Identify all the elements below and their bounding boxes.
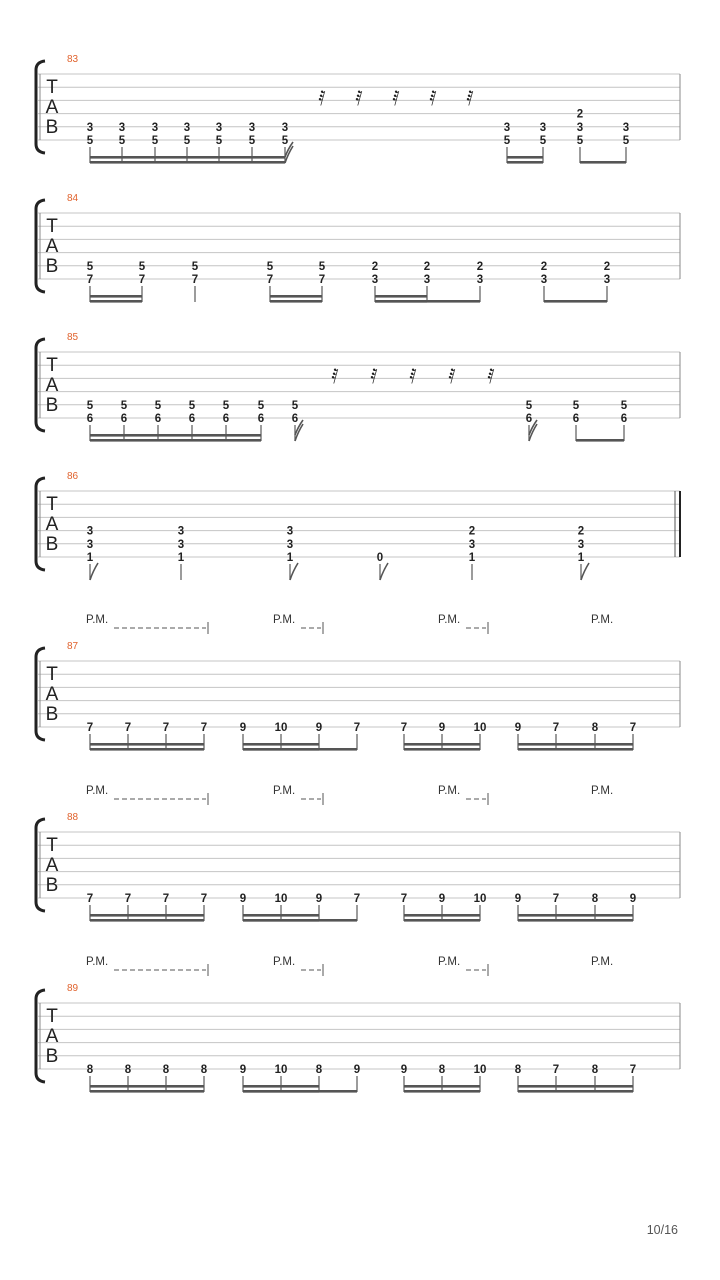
tab-system-88 (36, 785, 680, 922)
fret-number: 6 (154, 413, 162, 425)
fret-number: 7 (124, 722, 132, 734)
fret-number: 7 (629, 722, 637, 734)
fret-number: 5 (622, 135, 630, 147)
fret-number: 8 (200, 1064, 208, 1076)
fret-number: 2 (576, 108, 584, 121)
measure-number: 88 (67, 812, 79, 823)
fret-number: 7 (86, 893, 94, 905)
fret-number: 3 (576, 121, 584, 134)
note-flag (380, 563, 388, 580)
fret-number: 8 (315, 1064, 323, 1076)
fret-number: 7 (552, 722, 560, 734)
fret-number: 8 (591, 722, 599, 734)
fret-number: 7 (400, 893, 408, 905)
fret-number: 5 (120, 399, 128, 412)
fret-number: 5 (151, 135, 159, 147)
fret-number: 2 (476, 260, 484, 273)
sixteenth-rest: 𝅀 (355, 86, 363, 110)
fret-number: 7 (266, 274, 274, 286)
note-beam (576, 439, 624, 442)
fret-number: 3 (540, 274, 548, 286)
sixteenth-rest: 𝅀 (318, 86, 326, 110)
tab-clef-b: B (45, 534, 59, 555)
fret-number: 7 (552, 893, 560, 905)
fret-number: 3 (622, 121, 630, 134)
fret-number: 8 (438, 1064, 446, 1076)
note-beam (90, 914, 204, 917)
fret-number: 10 (473, 722, 487, 734)
page-number: 10/16 (646, 1223, 678, 1237)
tab-clef-t: T (46, 355, 58, 376)
tab-clef-t: T (46, 664, 58, 685)
note-beam (243, 919, 357, 922)
fret-number: 3 (248, 121, 256, 134)
palm-mute-label: P.M. (86, 614, 109, 626)
fret-number: 7 (552, 1064, 560, 1076)
fret-number: 6 (86, 413, 94, 425)
fret-number: 3 (177, 525, 185, 538)
sixteenth-rest: 𝅀 (466, 86, 474, 110)
fret-number: 10 (274, 1064, 288, 1076)
fret-number: 7 (400, 722, 408, 734)
palm-mute-label: P.M. (86, 785, 109, 797)
fret-number: 9 (400, 1064, 408, 1076)
fret-number: 3 (215, 121, 223, 134)
fret-number: 8 (591, 893, 599, 905)
fret-number: 9 (438, 893, 446, 905)
fret-number: 8 (591, 1064, 599, 1076)
fret-number: 9 (514, 893, 522, 905)
fret-number: 3 (118, 121, 126, 134)
measure-number: 87 (67, 641, 79, 652)
note-beam (270, 300, 322, 303)
fret-number: 6 (120, 413, 128, 425)
fret-number: 3 (468, 538, 476, 551)
note-beam (404, 748, 480, 751)
fret-number: 7 (353, 893, 361, 905)
tab-clef-t: T (46, 835, 58, 856)
tab-system-84 (36, 193, 680, 303)
tab-system-87 (36, 614, 680, 751)
measure-number: 83 (67, 54, 79, 65)
palm-mute-label: P.M. (86, 956, 109, 968)
tab-clef-b: B (45, 1046, 59, 1067)
fret-number: 5 (215, 135, 223, 147)
palm-mute-label: P.M. (591, 956, 614, 968)
fret-number: 9 (239, 893, 247, 905)
note-flag (290, 563, 298, 580)
note-beam (404, 914, 480, 917)
fret-number: 1 (468, 552, 476, 564)
note-beam (90, 1090, 204, 1093)
fret-number: 5 (525, 399, 533, 412)
note-beam (404, 743, 480, 746)
note-beam (243, 743, 319, 746)
fret-number: 7 (200, 893, 208, 905)
fret-number: 5 (118, 135, 126, 147)
fret-number: 3 (503, 121, 511, 134)
note-beam (518, 743, 633, 746)
fret-number: 2 (603, 260, 611, 273)
fret-number: 5 (86, 399, 94, 412)
fret-number: 5 (572, 399, 580, 412)
fret-number: 5 (86, 135, 94, 147)
fret-number: 5 (248, 135, 256, 147)
sixteenth-rest: 𝅀 (331, 364, 339, 388)
note-beam (404, 1090, 480, 1093)
sixteenth-rest: 𝅀 (429, 86, 437, 110)
note-beam (518, 1090, 633, 1093)
tab-clef-a: A (45, 1026, 59, 1047)
fret-number: 6 (222, 413, 230, 425)
sixteenth-rest: 𝅀 (409, 364, 417, 388)
tab-clef-a: A (45, 855, 59, 876)
fret-number: 5 (86, 260, 94, 273)
fret-number: 5 (539, 135, 547, 147)
note-beam (243, 914, 319, 917)
fret-number: 6 (620, 413, 628, 425)
note-beam (243, 1090, 357, 1093)
sixteenth-rest: 𝅀 (370, 364, 378, 388)
fret-number: 1 (177, 552, 185, 564)
tab-clef-b: B (45, 704, 59, 725)
palm-mute-label: P.M. (438, 956, 461, 968)
fret-number: 3 (476, 274, 484, 286)
palm-mute-label: P.M. (438, 614, 461, 626)
measure-number: 85 (67, 332, 79, 343)
fret-number: 2 (371, 260, 379, 273)
fret-number: 9 (239, 1064, 247, 1076)
note-beam (270, 295, 322, 298)
fret-number: 10 (473, 893, 487, 905)
fret-number: 1 (286, 552, 294, 564)
measure-number: 86 (67, 471, 79, 482)
fret-number: 3 (539, 121, 547, 134)
note-beam (518, 919, 633, 922)
fret-number: 3 (86, 525, 94, 538)
note-beam (90, 743, 204, 746)
fret-number: 3 (281, 121, 289, 134)
fret-number: 7 (318, 274, 326, 286)
note-beam (243, 1085, 319, 1088)
fret-number: 9 (239, 722, 247, 734)
fret-number: 2 (540, 260, 548, 273)
fret-number: 3 (183, 121, 191, 134)
fret-number: 1 (86, 552, 94, 564)
palm-mute-label: P.M. (591, 785, 614, 797)
note-beam (90, 919, 204, 922)
measure-number: 89 (67, 983, 79, 994)
fret-number: 7 (124, 893, 132, 905)
fret-number: 3 (286, 538, 294, 551)
tab-system-86 (36, 471, 680, 580)
fret-number: 2 (423, 260, 431, 273)
fret-number: 5 (318, 260, 326, 273)
note-beam (90, 434, 261, 437)
tab-clef-b: B (45, 395, 59, 416)
note-beam (90, 161, 285, 164)
tab-clef-a: A (45, 375, 59, 396)
fret-number: 7 (138, 274, 146, 286)
fret-number: 9 (514, 722, 522, 734)
fret-number: 7 (200, 722, 208, 734)
tab-clef-t: T (46, 494, 58, 515)
fret-number: 5 (188, 399, 196, 412)
fret-number: 9 (629, 893, 637, 905)
note-beam (90, 439, 261, 442)
fret-number: 8 (124, 1064, 132, 1076)
tab-clef-b: B (45, 117, 59, 138)
fret-number: 5 (620, 399, 628, 412)
note-beam (518, 914, 633, 917)
fret-number: 3 (423, 274, 431, 286)
note-beam (404, 1085, 480, 1088)
palm-mute-label: P.M. (591, 614, 614, 626)
fret-number: 7 (191, 274, 199, 286)
fret-number: 10 (473, 1064, 487, 1076)
palm-mute-label: P.M. (273, 785, 296, 797)
fret-number: 5 (576, 135, 584, 147)
fret-number: 2 (577, 525, 585, 538)
tab-clef-a: A (45, 684, 59, 705)
fret-number: 10 (274, 722, 288, 734)
fret-number: 9 (315, 893, 323, 905)
fret-number: 3 (86, 121, 94, 134)
fret-number: 9 (353, 1064, 361, 1076)
fret-number: 6 (572, 413, 580, 425)
fret-number: 5 (138, 260, 146, 273)
fret-number: 5 (257, 399, 265, 412)
note-beam (507, 156, 543, 159)
fret-number: 5 (183, 135, 191, 147)
tab-system-89 (36, 956, 680, 1093)
fret-number: 1 (577, 552, 585, 564)
note-beam (90, 295, 142, 298)
note-beam (90, 1085, 204, 1088)
tab-clef-a: A (45, 514, 59, 535)
fret-number: 9 (438, 722, 446, 734)
fret-number: 5 (281, 135, 289, 147)
tab-clef-b: B (45, 256, 59, 277)
sixteenth-rest: 𝅀 (448, 364, 456, 388)
tab-clef-t: T (46, 1006, 58, 1027)
fret-number: 5 (503, 135, 511, 147)
tab-system-85 (36, 332, 680, 442)
note-beam (544, 300, 607, 303)
palm-mute-label: P.M. (273, 956, 296, 968)
fret-number: 7 (629, 1064, 637, 1076)
sixteenth-rest: 𝅀 (487, 364, 495, 388)
fret-number: 6 (525, 413, 533, 425)
sixteenth-rest: 𝅀 (392, 86, 400, 110)
fret-number: 5 (191, 260, 199, 273)
tab-clef-t: T (46, 216, 58, 237)
palm-mute-label: P.M. (438, 785, 461, 797)
measure-number: 84 (67, 193, 79, 204)
fret-number: 3 (177, 538, 185, 551)
fret-number: 3 (371, 274, 379, 286)
fret-number: 9 (315, 722, 323, 734)
fret-number: 0 (376, 552, 384, 564)
fret-number: 5 (291, 399, 299, 412)
fret-number: 3 (86, 538, 94, 551)
tab-clef-a: A (45, 97, 59, 118)
palm-mute-label: P.M. (273, 614, 296, 626)
fret-number: 7 (86, 274, 94, 286)
tab-system-83 (36, 54, 680, 164)
fret-number: 10 (274, 893, 288, 905)
fret-number: 8 (86, 1064, 94, 1076)
note-beam (90, 156, 285, 159)
tab-clef-t: T (46, 77, 58, 98)
note-beam (518, 748, 633, 751)
note-beam (90, 300, 142, 303)
note-beam (90, 748, 204, 751)
fret-number: 3 (577, 538, 585, 551)
fret-number: 7 (162, 893, 170, 905)
fret-number: 7 (353, 722, 361, 734)
tab-clef-b: B (45, 875, 59, 896)
fret-number: 6 (188, 413, 196, 425)
note-beam (375, 300, 480, 303)
note-beam (243, 748, 357, 751)
note-beam (507, 161, 543, 164)
fret-number: 5 (266, 260, 274, 273)
fret-number: 8 (514, 1064, 522, 1076)
fret-number: 7 (162, 722, 170, 734)
fret-number: 6 (291, 413, 299, 425)
fret-number: 2 (468, 525, 476, 538)
fret-number: 3 (151, 121, 159, 134)
fret-number: 3 (603, 274, 611, 286)
note-beam (518, 1085, 633, 1088)
note-flag (581, 563, 589, 580)
fret-number: 5 (154, 399, 162, 412)
tab-clef-a: A (45, 236, 59, 257)
note-beam (580, 161, 626, 164)
fret-number: 7 (86, 722, 94, 734)
fret-number: 8 (162, 1064, 170, 1076)
note-beam (375, 295, 427, 298)
fret-number: 5 (222, 399, 230, 412)
note-beam (404, 919, 480, 922)
fret-number: 3 (286, 525, 294, 538)
note-flag (90, 563, 98, 580)
fret-number: 6 (257, 413, 265, 425)
